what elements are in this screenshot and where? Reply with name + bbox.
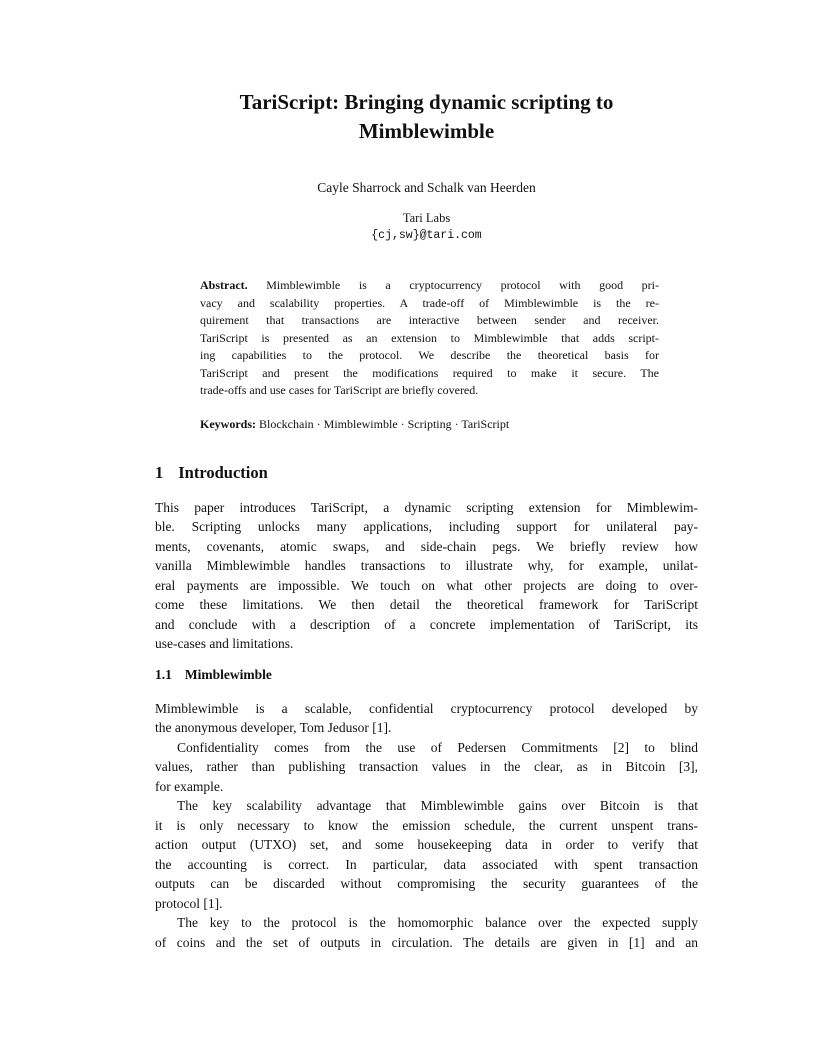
text-line: vanilla Mimblewimble handles transactions to illustrate why, for example, unilat- [155,558,698,573]
section-1-1-heading [155,666,698,684]
paper-title-line-2: Mimblewimble [358,119,495,143]
text-line: the anonymous developer, Tom Jedusor [1]. [155,720,392,735]
keywords-text: Blockchain · Mimblewimble · Scripting · TariScript [256,416,510,431]
section-1-1-number: 1.1 [155,666,172,682]
text-line: protocol [1]. [155,895,223,911]
text-line: for example. [155,778,224,794]
text-line: TariScript and present the modifications required to make it secure. The [200,365,659,380]
text-line: vacy and scalability properties. A trade-off of Mimblewimble is the re- [200,295,659,310]
keywords-line [200,416,659,433]
paper-title [155,88,698,146]
text-line: values, rather than publishing transaction values in the clear, as in Bitcoin [3], [155,759,698,774]
text-line: Confidentiality comes from the use of Pedersen Commitments [2] to blind [177,739,698,755]
text-line: and conclude with a description of a concrete implementation of TariScript, its [155,616,698,632]
abstract-body-lines [200,295,659,400]
text-line: This paper introduces TariScript, a dynamic scripting extension for Mimblewim- [155,499,698,515]
text-line: come these limitations. We then detail the theoretical framework for TariScript [155,597,698,612]
author-email: {cj,sw}@tari.com [371,229,482,242]
intro-paragraph [155,498,698,654]
text-line: Mimblewimble is a scalable, confidential cryptocurrency protocol developed by [155,700,698,716]
abstract-first-line-text: Mimblewimble is a cryptocurrency protocol with good pri- [247,278,659,292]
text-line: it is only necessary to know the emission schedule, the current unspent trans- [155,817,698,833]
text-line: trade-offs and use cases for TariScript are briefly covered. [200,383,479,397]
section-1-heading [155,462,698,484]
text-line: ble. Scripting unlocks many applications, including support for unilateral pay- [155,519,698,534]
text-line: action output (UTXO) set, and some housekeeping data in order to verify that [155,837,698,852]
affiliation: Tari Labs [402,211,451,225]
text-line: eral payments are impossible. We touch on what other projects are doing to over- [155,577,698,593]
text-line: outputs can be discarded without compromising the security guarantees of the [155,876,698,891]
text-line: ments, covenants, atomic swaps, and side-chain pegs. We briefly review how [155,538,698,554]
paper-content [155,0,698,952]
abstract-label: Abstract. [200,278,248,292]
section-1-title: Introduction [178,462,268,482]
mimblewimble-paragraph-1 [155,699,698,738]
mimblewimble-paragraph-2 [155,738,698,797]
abstract-block [200,277,659,400]
text-line: The key scalability advantage that Mimblewimble gains over Bitcoin is that [177,798,698,813]
paper-title-line-1: TariScript: Bringing dynamic scripting to [239,90,614,114]
abstract-first-line [200,277,659,295]
text-line: ing capabilities to the protocol. We describe the theoretical basis for [200,348,659,362]
keywords-label: Keywords: [200,416,256,431]
text-line: TariScript is presented as an extension to Mimblewimble that adds script- [200,330,659,345]
text-line: use-cases and limitations. [155,636,294,651]
mimblewimble-paragraph-4 [155,913,698,952]
text-line: the accounting is correct. In particular, data associated with spent transaction [155,856,698,872]
mimblewimble-paragraph-3 [155,796,698,913]
section-1-1-title: Mimblewimble [184,666,272,682]
text-line: of coins and the set of outputs in circulation. The details are given in [1] and an [155,934,698,950]
text-line: The key to the protocol is the homomorphic balance over the expected supply [177,915,698,930]
text-line: quirement that transactions are interactive between sender and receiver. [200,313,659,327]
author-names: Cayle Sharrock and Schalk van Heerden [317,180,536,195]
section-1-number: 1 [155,462,164,482]
